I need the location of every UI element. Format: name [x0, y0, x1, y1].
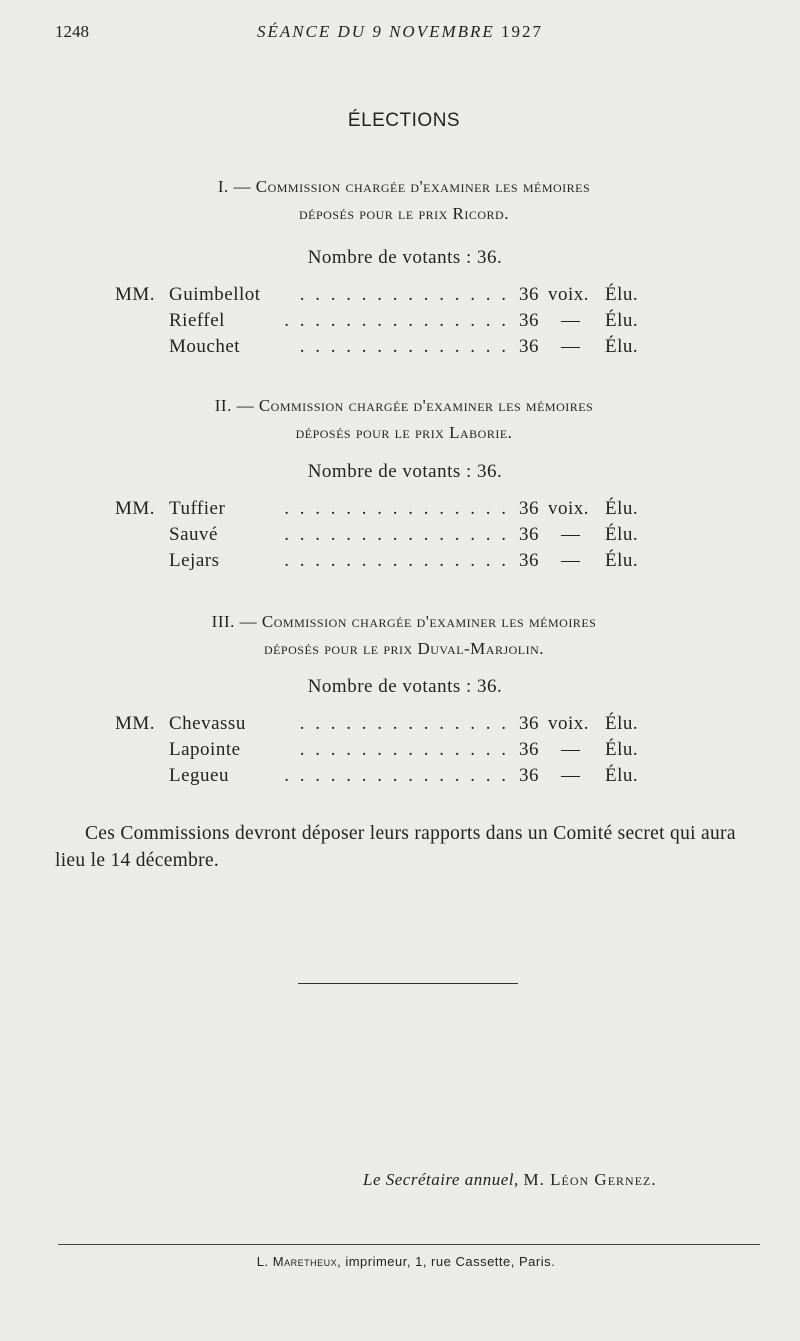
commission-heading-line: déposés pour le prix Ricord.: [299, 204, 509, 223]
commission-heading-line: III. — Commission chargée d'examiner les mémoires: [211, 612, 597, 631]
leader-dots: . . . . . . . . . . . . . . .: [284, 765, 509, 786]
result-row: [115, 765, 675, 791]
ditto-dash: —: [561, 524, 581, 545]
vote-count: 36: [519, 336, 539, 357]
voters-count-1: Nombre de votants : 36.: [307, 247, 503, 268]
commission-heading-1: [0, 173, 800, 227]
leader-dots: . . . . . . . . . . . . . . .: [284, 524, 509, 545]
page-number: 1248: [55, 22, 89, 41]
result-status: Élu.: [605, 550, 639, 571]
member-name: Chevassu: [169, 713, 246, 734]
result-row: [115, 713, 675, 739]
signature-role: Le Secrétaire annuel,: [363, 1170, 519, 1189]
result-row: [115, 336, 675, 362]
mm-prefix: MM.: [115, 284, 156, 305]
member-name: Guimbellot: [169, 284, 261, 305]
result-row: [115, 524, 675, 550]
leader-dots: . . . . . . . . . . . . . .: [299, 739, 509, 760]
signature-name: M. Léon Gernez.: [523, 1170, 657, 1189]
result-status: Élu.: [605, 498, 639, 519]
vote-count: 36: [519, 739, 539, 760]
closing-paragraph: Ces Commissions devront déposer leurs rapports dans un Comité secret qui aura lieu le 14 décembre.: [55, 823, 736, 871]
vote-count: 36: [519, 498, 539, 519]
result-status: Élu.: [605, 765, 639, 786]
result-status: Élu.: [605, 336, 639, 357]
leader-dots: . . . . . . . . . . . . . . .: [284, 310, 509, 331]
result-status: Élu.: [605, 713, 639, 734]
member-name: Mouchet: [169, 336, 241, 357]
vote-count: 36: [519, 524, 539, 545]
result-row: [115, 310, 675, 336]
commission-heading-line: II. — Commission chargée d'examiner les mémoires: [214, 396, 594, 415]
member-name: Lejars: [169, 550, 220, 571]
leader-dots: . . . . . . . . . . . . . .: [299, 336, 509, 357]
leader-dots: . . . . . . . . . . . . . .: [299, 284, 509, 305]
result-row: [115, 739, 675, 765]
mm-prefix: MM.: [115, 498, 156, 519]
ditto-dash: —: [561, 739, 581, 760]
page-title: ÉLECTIONS: [347, 110, 461, 131]
printer-line: [0, 1254, 800, 1269]
signature: [363, 1170, 657, 1190]
member-name: Legueu: [169, 765, 229, 786]
vote-count: 36: [519, 713, 539, 734]
leader-dots: . . . . . . . . . . . . . .: [299, 713, 509, 734]
result-status: Élu.: [605, 310, 639, 331]
leader-dots: . . . . . . . . . . . . . . .: [284, 498, 509, 519]
running-title-year: 1927: [501, 22, 544, 41]
ditto-dash: —: [561, 310, 581, 331]
running-title-text: SÉANCE DU 9 NOVEMBRE: [256, 22, 495, 41]
commission-heading-line: déposés pour le prix Duval-Marjolin.: [263, 639, 545, 658]
commission-heading-line: I. — Commission chargée d'examiner les mémoires: [217, 177, 591, 196]
section-divider: [298, 983, 518, 984]
voters-count-2: Nombre de votants : 36.: [307, 461, 503, 482]
result-status: Élu.: [605, 739, 639, 760]
ditto-dash: —: [561, 550, 581, 571]
mm-prefix: MM.: [115, 713, 156, 734]
vote-count: 36: [519, 284, 539, 305]
printer-address: imprimeur, 1, rue Cassette, Paris.: [345, 1254, 556, 1269]
vote-unit: voix.: [548, 284, 590, 305]
member-name: Tuffier: [169, 498, 226, 519]
vote-unit: voix.: [548, 498, 590, 519]
vote-count: 36: [519, 310, 539, 331]
commission-heading-3: [0, 608, 800, 662]
voters-count-3: Nombre de votants : 36.: [307, 676, 503, 697]
result-status: Élu.: [605, 284, 639, 305]
footer-divider: [58, 1244, 760, 1245]
member-name: Rieffel: [169, 310, 225, 331]
printer-name: L. Maretheux,: [256, 1254, 342, 1269]
result-row: [115, 498, 675, 524]
member-name: Sauvé: [169, 524, 218, 545]
ditto-dash: —: [561, 336, 581, 357]
vote-count: 36: [519, 550, 539, 571]
result-row: [115, 284, 675, 310]
result-row: [115, 550, 675, 576]
vote-count: 36: [519, 765, 539, 786]
commission-heading-2: [0, 392, 800, 446]
member-name: Lapointe: [169, 739, 241, 760]
vote-unit: voix.: [548, 713, 590, 734]
ditto-dash: —: [561, 765, 581, 786]
running-title: [0, 22, 800, 42]
commission-heading-line: déposés pour le prix Laborie.: [295, 423, 513, 442]
result-status: Élu.: [605, 524, 639, 545]
leader-dots: . . . . . . . . . . . . . . .: [284, 550, 509, 571]
